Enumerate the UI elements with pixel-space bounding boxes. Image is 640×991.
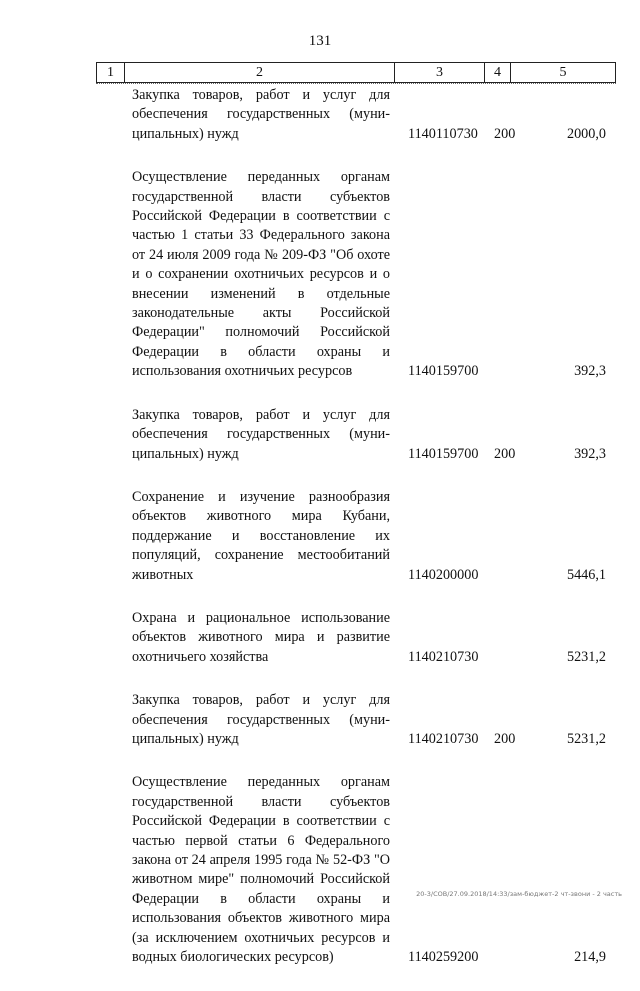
row-description: Охрана и рациональное использование объектов животного мира и развитие охотничьего хозяйства bbox=[132, 609, 390, 665]
row-amount: 5231,2 bbox=[566, 730, 606, 747]
row-description: Закупка товаров, работ и услуг для обеспечения государственных (муни-ципальных) нужд bbox=[132, 692, 390, 747]
table-body bbox=[0, 86, 640, 991]
row-code: 1140259200 bbox=[408, 949, 479, 966]
row-code: 1140210730 bbox=[408, 730, 479, 747]
row-code: 1140159700 bbox=[408, 363, 479, 380]
row-amount: 2000,0 bbox=[566, 125, 606, 142]
header-col-1: 1 bbox=[97, 63, 125, 82]
row-amount: 214,9 bbox=[574, 949, 606, 966]
row-type: 200 bbox=[494, 730, 516, 747]
table-row bbox=[0, 609, 640, 667]
footer-stamp: 20-3/СОВ/27.09.2018/14:33/зам-бюджет-2 чт-звони - 2 часть bbox=[416, 890, 622, 898]
table-row bbox=[0, 488, 640, 585]
header-divider bbox=[96, 83, 616, 84]
page-number: 131 bbox=[308, 33, 332, 49]
table-row bbox=[0, 691, 640, 749]
row-code: 1140159700 bbox=[408, 445, 479, 462]
row-description: Закупка товаров, работ и услуг для обеспечения государственных (муни-ципальных) нужд bbox=[132, 406, 390, 462]
row-amount: 392,3 bbox=[574, 363, 606, 380]
header-col-2: 2 bbox=[125, 63, 395, 82]
row-amount: 5446,1 bbox=[566, 566, 606, 583]
table-row bbox=[0, 773, 640, 967]
row-type: 200 bbox=[494, 445, 516, 462]
row-type: 200 bbox=[494, 125, 516, 142]
row-description: Осуществление переданных органам государственной власти субъектов Российской Федерации в соответствии с частью первой статьи 6 Федерального закона от 24 апреля 1995 года № 52-ФЗ "О животном мире" полномочий Российской Федерации в области охраны и использования объектов животного мира (за исключением охотничьих ресурсов и водных биологических ресурсов) bbox=[132, 774, 390, 966]
row-code: 1140200000 bbox=[408, 566, 479, 583]
table-row bbox=[0, 168, 640, 381]
row-description: Закупка товаров, работ и услуг для обеспечения государственных (муни-ципальных) нужд bbox=[132, 87, 390, 142]
row-code: 1140110730 bbox=[408, 125, 478, 142]
table-row bbox=[0, 86, 640, 144]
header-col-4: 4 bbox=[485, 63, 511, 82]
row-code: 1140210730 bbox=[408, 648, 479, 665]
row-amount: 392,3 bbox=[574, 445, 606, 462]
header-col-3: 3 bbox=[395, 63, 485, 82]
header-col-5: 5 bbox=[559, 64, 567, 80]
row-description: Сохранение и изучение разнообразия объектов животного мира Кубани, поддержание и восстановление их популяций, сохранение местообитаний животных bbox=[132, 488, 390, 583]
table-header bbox=[96, 62, 616, 83]
row-amount: 5231,2 bbox=[566, 648, 606, 665]
table-row bbox=[0, 406, 640, 464]
row-description: Осуществление переданных органам государственной власти субъектов Российской Федерации в соответствии с частью 1 статьи 33 Федерального закона от 24 июля 2009 года № 209-ФЗ "Об охоте и о сохранении охотничьих ресурсов и о внесении изменений в отдельные законодательные акты Российской Федерации" полномочий Российской Федерации в области охраны и использования охотничьих ресурсов bbox=[132, 169, 390, 380]
